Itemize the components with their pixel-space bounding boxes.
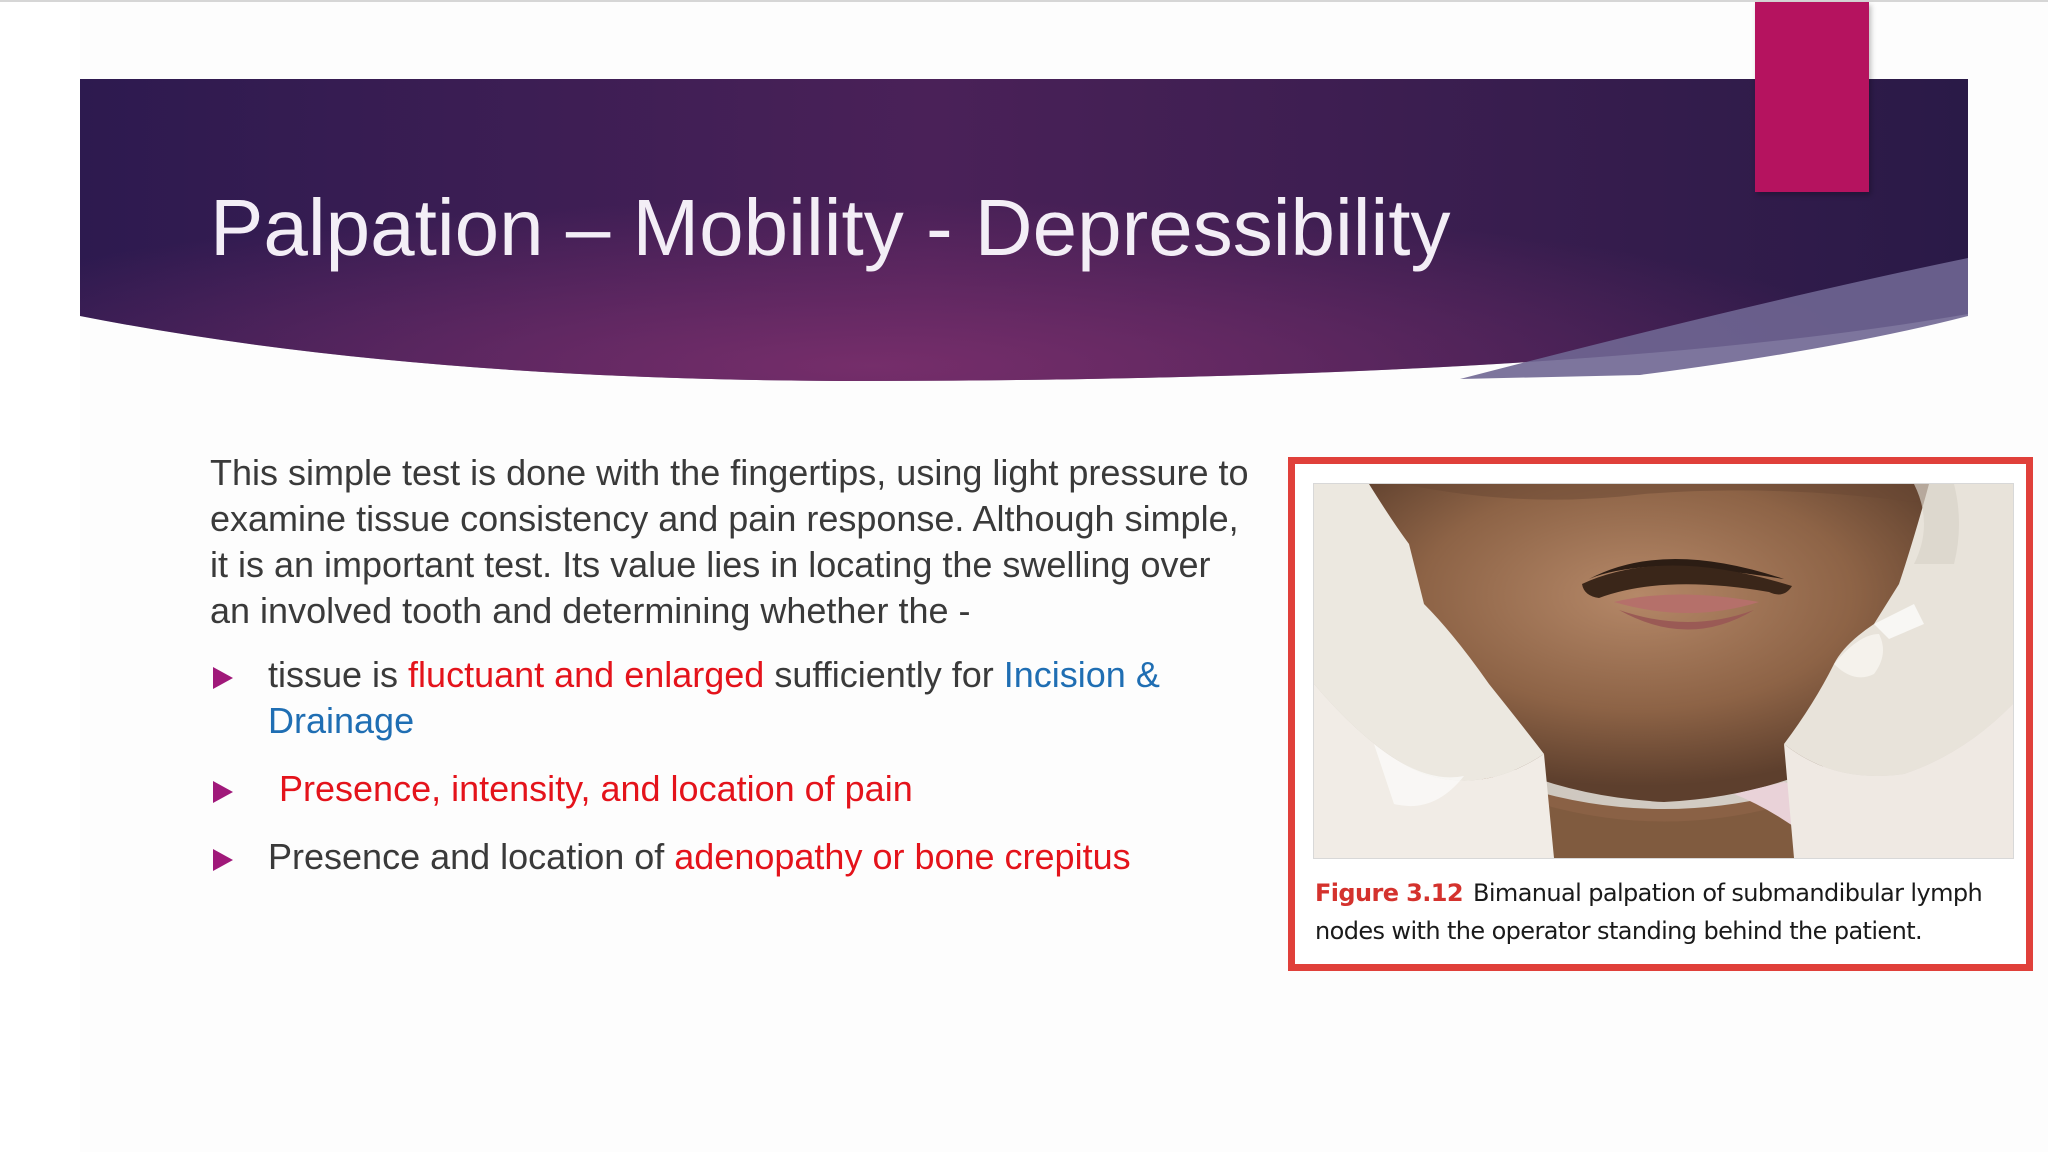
slide-title: Palpation – Mobility - Depressibility: [210, 183, 1451, 272]
list-item: [210, 834, 1250, 880]
highlight-text: Incision & Drainage: [268, 654, 1160, 741]
figure-caption-text: Bimanual palpation of submandibular lymph nodes with the operator standing behind the patient.: [1315, 879, 1983, 945]
bullet-text: sufficiently for: [764, 654, 1004, 695]
list-item: [210, 766, 1250, 812]
highlight-text: fluctuant and enlarged: [408, 654, 765, 695]
figure-label: Figure 3.12: [1315, 879, 1463, 907]
figure-caption: [1315, 874, 2025, 950]
slide-left-margin: [0, 2, 80, 1152]
highlight-text: Presence, intensity, and location of pain: [279, 768, 913, 809]
bullet-list: [210, 652, 1250, 880]
figure-box: [1288, 457, 2033, 971]
list-item: [210, 652, 1250, 744]
bullet-arrow-icon: [213, 781, 233, 803]
accent-tab: [1755, 2, 1869, 192]
bullet-arrow-icon: [213, 849, 233, 871]
figure-photo: [1313, 483, 2014, 859]
bullet-text: tissue is: [268, 654, 409, 695]
intro-paragraph: This simple test is done with the fingertips, using light pressure to examine tissue consistency and pain response. Although simple, it is an important test. Its value lies in locating the swelling over an involved tooth and determining whether the -: [210, 452, 1249, 631]
bullet-text: Presence and location of: [268, 836, 675, 877]
slide: [0, 2, 2048, 1152]
highlight-text: adenopathy or bone crepitus: [674, 836, 1131, 877]
slide-body: [210, 450, 1250, 902]
bullet-arrow-icon: [213, 667, 233, 689]
